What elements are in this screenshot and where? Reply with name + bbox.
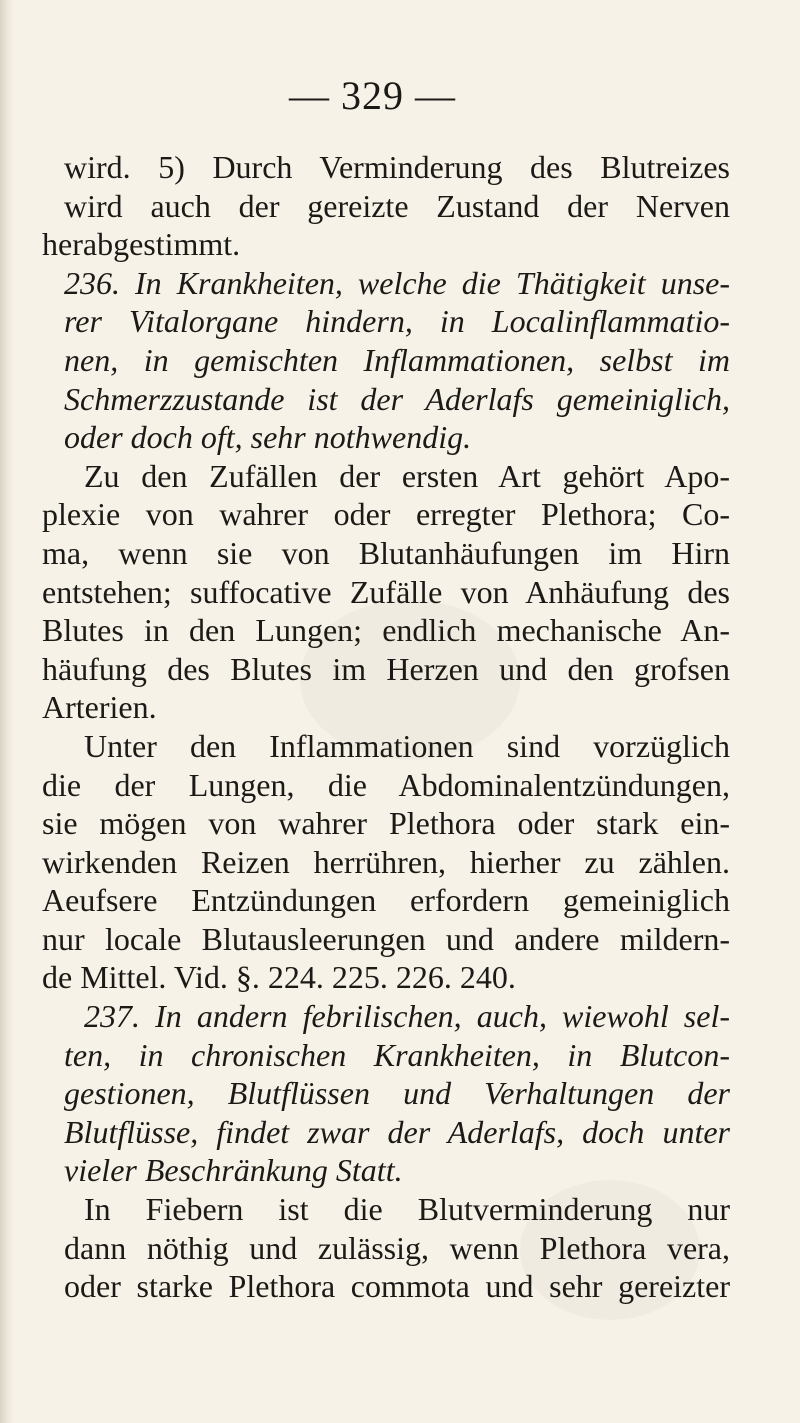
text-line: sie mögen von wahrer Plethora oder stark ein- [42, 805, 730, 842]
text-line: vieler Beschränkung Statt. [64, 1152, 403, 1189]
text-line: entstehen; suffocative Zufälle von Anhäufung des [42, 573, 730, 610]
text-line: gestionen, Blutflüssen und Verhaltungen der [64, 1075, 730, 1112]
text-line: wirkenden Reizen herrühren, hierher zu zählen. [42, 843, 730, 880]
text-line: Zu den Zufällen der ersten Art gehört Apo- [84, 457, 730, 494]
page-body [42, 148, 730, 1306]
text-line: die der Lungen, die Abdominalentzündungen, [42, 766, 730, 803]
text-line: nen, in gemischten Inflammationen, selbst im [64, 341, 730, 378]
text-line: In Fiebern ist die Blutverminderung nur [84, 1191, 730, 1228]
text-line: herabgestimmt. [42, 226, 241, 263]
text-line: Unter den Inflammationen sind vorzüglich [84, 727, 730, 764]
text-line: plexie von wahrer oder erregter Plethora; Co- [42, 496, 730, 533]
text-line: nur locale Blutausleerungen und andere mildern- [42, 920, 730, 957]
text-line: Arterien. [42, 689, 157, 726]
text-line: wird. 5) Durch Verminderung des Blutreizes [64, 149, 730, 185]
text-line: Blutes in den Lungen; endlich mechanische An- [42, 612, 730, 649]
text-line: ma, wenn sie von Blutanhäufungen im Hirn [42, 534, 730, 571]
text-line: wird auch der gereizte Zustand der Nerven [64, 187, 730, 224]
text-line: ten, in chronischen Krankheiten, in Blutcon- [64, 1036, 730, 1073]
section-heading-237: 237. In andern febrilischen, auch, wiewohl sel- [84, 998, 730, 1035]
text-line: Schmerzzustande ist der Aderlafs gemeiniglich, [64, 380, 730, 417]
text-line: oder doch oft, sehr nothwendig. [64, 419, 472, 456]
section-heading-236: 236. In Krankheiten, welche die Thätigkeit unse- [64, 264, 730, 301]
page-number: — 329 — [289, 73, 456, 118]
text-line: häufung des Blutes im Herzen und den grofsen [42, 650, 730, 687]
text-line: oder starke Plethora commota und sehr gereizter [64, 1268, 730, 1305]
text-line: rer Vitalorgane hindern, in Localinflammatio- [64, 303, 730, 340]
text-line: Blutflüsse, findet zwar der Aderlafs, doch unter [64, 1113, 730, 1150]
text-line: de Mittel. Vid. §. 224. 225. 226. 240. [42, 959, 516, 996]
text-line: Aeufsere Entzündungen erfordern gemeiniglich [42, 882, 730, 919]
text-line: dann nöthig und zulässig, wenn Plethora vera, [64, 1229, 730, 1266]
